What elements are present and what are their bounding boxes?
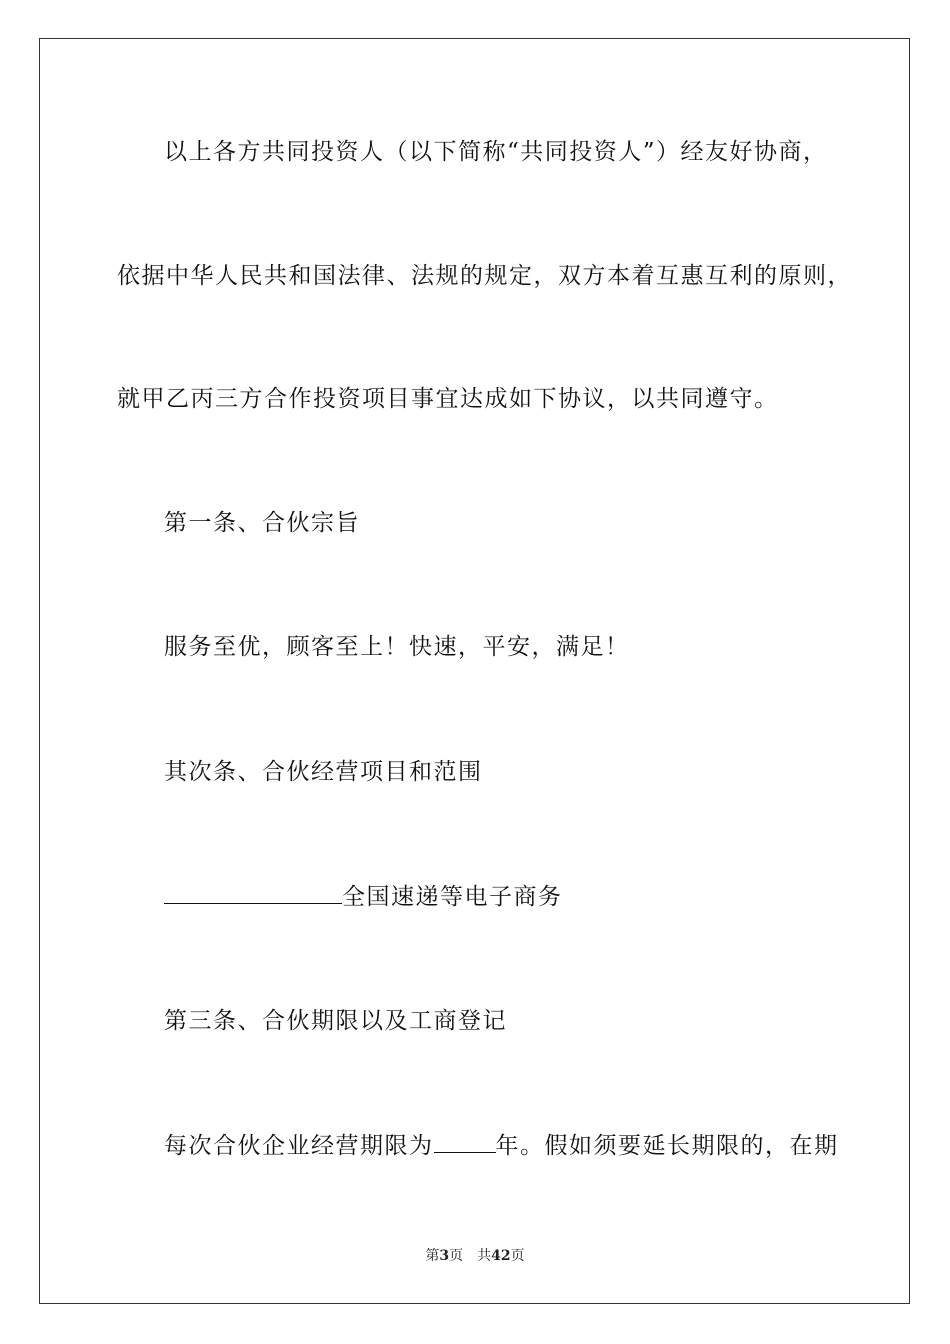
term-text-before: 每次合伙企业经营期限为 (164, 1133, 434, 1159)
paragraph-legal-basis: 依据中华人民共和国法律、法规的规定，双方本着互惠互利的原则， (117, 263, 852, 289)
article-2-scope-line (164, 881, 563, 912)
paragraph-agreement: 就甲乙丙三方合作投资项目事宜达成如下协议，以共同遵守。 (117, 386, 779, 412)
article-1-body: 服务至优，顾客至上！快速，平安，满足！ (164, 634, 630, 660)
footer-total-prefix: 共 (477, 1248, 492, 1264)
article-2-title: 其次条、合伙经营项目和范围 (164, 759, 483, 785)
footer-page-suffix: 页 (449, 1248, 464, 1264)
footer-page-current: 3 (439, 1248, 450, 1264)
page-footer (0, 1246, 950, 1266)
term-years-blank (434, 1130, 496, 1153)
term-text-after: 年。假如须要延长期限的，在期 (495, 1133, 839, 1159)
footer-page-total: 42 (491, 1248, 511, 1264)
page-frame (39, 38, 910, 1304)
article-1-title: 第一条、合伙宗旨 (164, 510, 360, 536)
article-3-title: 第三条、合伙期限以及工商登记 (164, 1008, 507, 1034)
footer-page-prefix: 第 (425, 1248, 440, 1264)
scope-blank (164, 881, 342, 904)
paragraph-intro: 以上各方共同投资人（以下简称“共同投资人”）经友好协商， (164, 139, 828, 165)
footer-total-suffix: 页 (510, 1248, 525, 1264)
scope-text: 全国速递等电子商务 (342, 884, 563, 910)
article-3-term-line (164, 1130, 839, 1161)
